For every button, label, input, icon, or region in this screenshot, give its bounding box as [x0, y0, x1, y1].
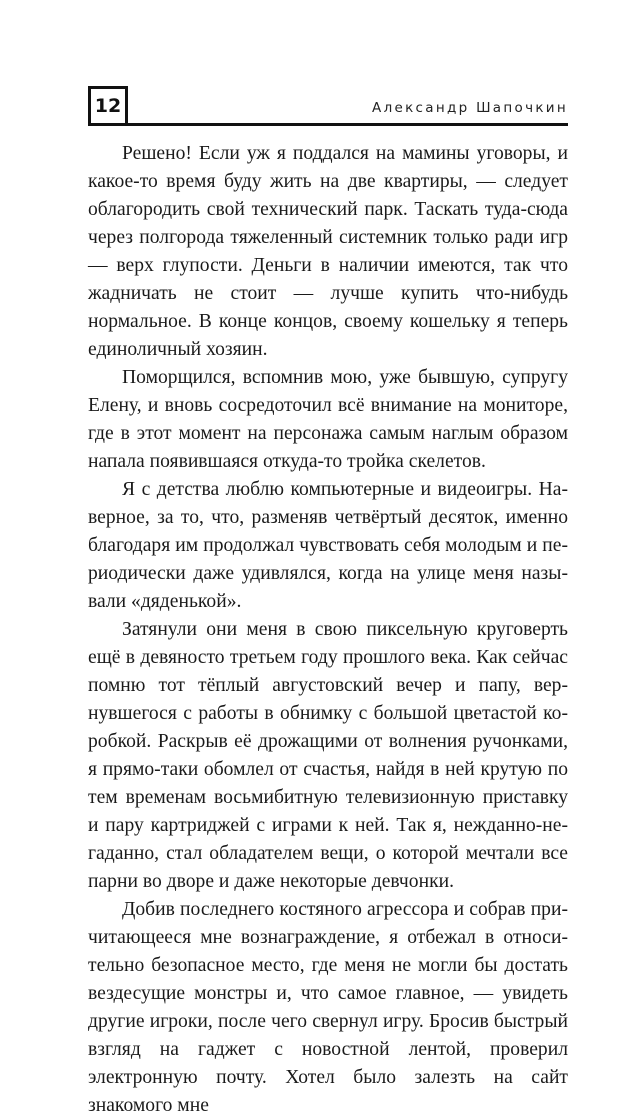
header-rule [88, 123, 568, 126]
paragraph: Затянули они меня в свою пиксельную круговерть ещё в девяносто третьем году прошлого века. Как сейчас помню тот тёплый августовский вечер и папу, вернувшегося с работы в обнимку с большой цветастой коробкой. Раскрыв её дрожащими от волнения ручонками, я прямо-таки обомлел от счастья, найдя в ней крутую по тем временам восьмибитную телевизионную приставку и пару картриджей с играми к ней. Так я, нежданно-негаданно, стал обладателем вещи, о которой мечтали все парни во дворе и даже некоторые девчонки. [88, 619, 568, 892]
paragraph: Я с детства люблю компьютерные и видеоигры. Наверное, за то, что, разменяв четвёртый десяток, именно благодаря им продолжал чувствовать себя молодым и периодически даже удивлялся, когда на улице меня называли «дяденькой». [88, 479, 568, 612]
running-head-author: Александр Шапочкин [372, 100, 568, 116]
paragraph: Поморщился, вспомнив мою, уже бывшую, супругу Елену, и вновь сосредоточил всё внимание на мониторе, где в этот момент на персонажа самым наглым образом напала появившаяся откуда-то тройка скелетов. [88, 367, 568, 472]
body-text [88, 140, 568, 1120]
paragraph: Добив последнего костяного агрессора и собрав причитающееся мне вознаграждение, я отбежал в относительно безопасное место, где меня не могли бы достать вездесущие монстры и, что самое главное, — увидеть другие игроки, после чего свернул игру. Бросив быстрый взгляд на гаджет с новостной лентой, проверил электронную почту. Хотел было залезть на сайт знакомого мне [88, 899, 568, 1116]
page-number: 12 [88, 86, 128, 126]
paragraph: Решено! Если уж я поддался на мамины уговоры, и какое-то время буду жить на две квартиры, — следует облагородить свой технический парк. Таскать туда-сюда через полгорода тяжеленный системник только ради игр — верх глупости. Деньги в наличии имеются, так что жадничать не стоит — лучше купить что-нибудь нормальное. В конце концов, своему кошельку я теперь единоличный хозяин. [88, 143, 568, 360]
page-header [88, 86, 568, 128]
